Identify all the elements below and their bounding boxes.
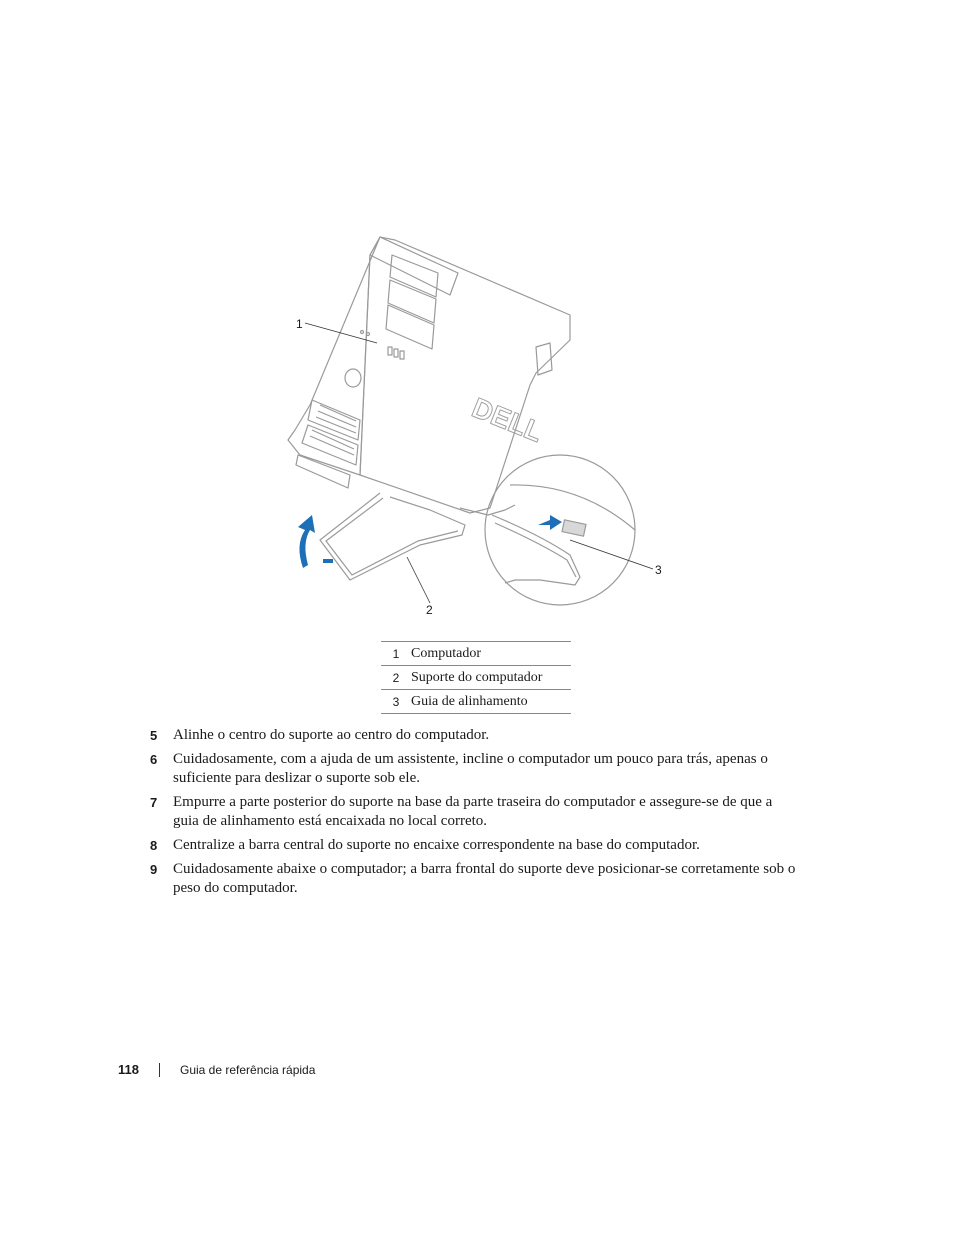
legend-number: 2 <box>381 666 411 690</box>
legend-number: 3 <box>381 690 411 714</box>
step-item <box>150 836 800 855</box>
legend-label: Guia de alinhamento <box>411 690 571 714</box>
push-arrow <box>538 515 562 530</box>
step-number: 9 <box>150 862 158 877</box>
callout-3: 3 <box>655 563 662 577</box>
footer-title: Guia de referência rápida <box>179 1062 316 1077</box>
front-vent-top <box>308 400 360 440</box>
step-item <box>150 793 800 831</box>
step-text: Centralize a barra central do suporte no encaixe correspondente na base do computador. <box>173 837 700 853</box>
step-text: Cuidadosamente, com a ajuda de um assistente, incline o computador um pouco para trás, apenas o suficiente para deslizar o suporte sob ele. <box>173 751 768 786</box>
usb-port-1 <box>388 347 392 355</box>
instruction-steps <box>150 726 800 903</box>
dell-logo: DELL <box>467 391 548 448</box>
callout-1: 1 <box>296 317 303 331</box>
tower-base <box>296 455 350 488</box>
legend-row <box>381 666 571 690</box>
stand-illustration <box>280 225 680 625</box>
step-number: 8 <box>150 838 158 853</box>
callout-leader-2 <box>407 557 430 603</box>
stand-marker <box>323 559 333 563</box>
legend-row <box>381 642 571 666</box>
step-text: Cuidadosamente abaixe o computador; a barra frontal do suporte deve posicionar-se corretamente sob o peso do computador. <box>173 861 796 896</box>
legend-table <box>381 641 571 714</box>
computer-stand-diagram <box>280 225 680 625</box>
callout-leader-3 <box>570 540 653 569</box>
legend-row <box>381 690 571 714</box>
step-number: 7 <box>150 795 158 810</box>
footer-divider <box>159 1063 160 1077</box>
page-footer <box>118 1062 315 1077</box>
callout-2: 2 <box>426 603 433 617</box>
tilt-arrow <box>298 515 315 568</box>
step-item <box>150 750 800 788</box>
legend-label: Computador <box>411 642 571 666</box>
alignment-guide <box>562 520 586 536</box>
step-text: Alinhe o centro do suporte ao centro do computador. <box>173 727 490 743</box>
stand-frame <box>320 493 465 580</box>
led-2 <box>367 333 370 336</box>
legend-number: 1 <box>381 642 411 666</box>
led-1 <box>361 331 364 334</box>
power-button <box>345 369 361 387</box>
drive-bay-3 <box>386 305 434 349</box>
step-item <box>150 860 800 898</box>
drive-bay-1 <box>390 255 438 297</box>
step-text: Empurre a parte posterior do suporte na base da parte traseira do computador e assegure-se de que a guia de alinhamento está encaixada no local correto. <box>173 794 773 829</box>
step-item <box>150 726 800 745</box>
usb-port-2 <box>394 349 398 357</box>
step-number: 5 <box>150 728 158 743</box>
page-number: 118 <box>118 1062 139 1077</box>
usb-port-3 <box>400 351 404 359</box>
step-number: 6 <box>150 752 158 767</box>
legend-label: Suporte do computador <box>411 666 571 690</box>
